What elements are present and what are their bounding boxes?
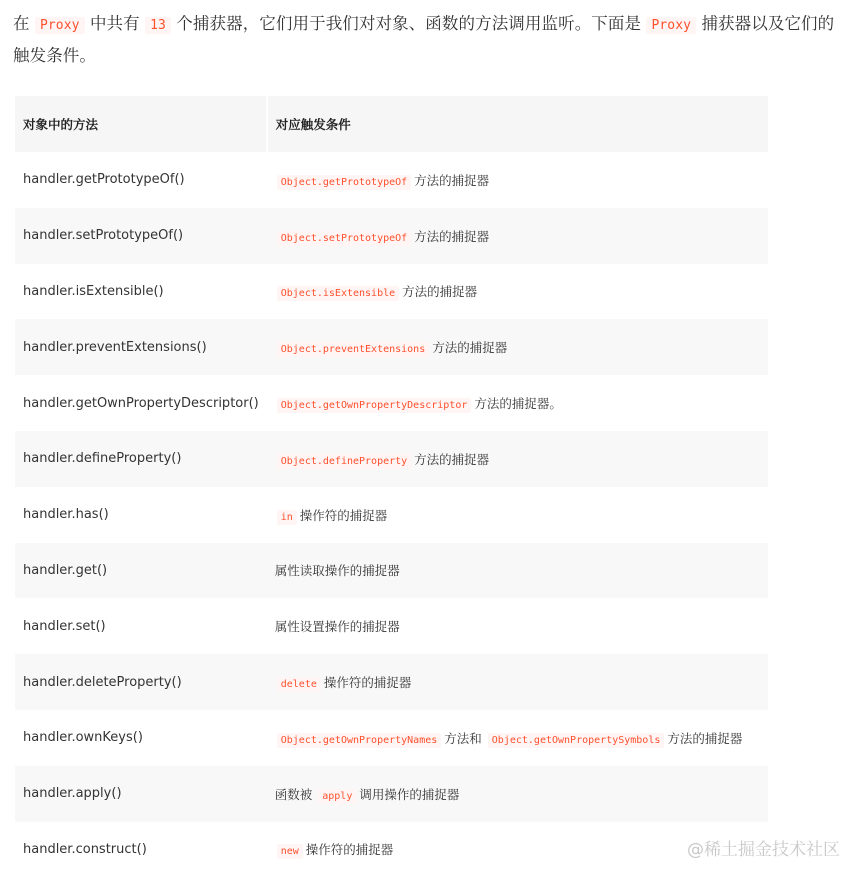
intro-text-3: 个捕获器，它们用于我们对对象、函数的方法调用监听。下面是: [170, 14, 647, 33]
trigger-text: 方法的捕捉器: [414, 228, 490, 244]
inline-code: delete: [277, 677, 321, 692]
method-cell: handler.getPrototypeOf(): [23, 172, 185, 188]
trigger-text: 方法的捕捉器: [414, 451, 490, 467]
method-cell: handler.preventExtensions(): [23, 339, 207, 355]
method-cell: handler.setPrototypeOf(): [23, 228, 184, 244]
method-cell: handler.deleteProperty(): [23, 674, 182, 690]
method-cell: handler.has(): [23, 507, 109, 523]
table-header-row: [15, 96, 768, 152]
trigger-cell: [267, 208, 768, 264]
table-row: [15, 543, 768, 599]
trigger-text: 属性设置操作的捕捉器: [274, 619, 400, 635]
intro-paragraph: [13, 9, 841, 71]
trigger-text: 方法的捕捉器: [667, 730, 743, 746]
inline-code: Object.getOwnPropertySymbols: [488, 733, 665, 748]
table-row: [15, 208, 768, 264]
inline-code: Object.preventExtensions: [277, 342, 430, 357]
method-cell: handler.isExtensible(): [23, 283, 164, 299]
trigger-cell: [267, 487, 768, 543]
inline-code-proxy-2: Proxy: [646, 17, 696, 34]
inline-code: Object.getOwnPropertyDescriptor: [277, 398, 472, 413]
proxy-traps-table: [15, 96, 768, 877]
table-row: [15, 766, 768, 822]
method-cell: handler.get(): [23, 562, 108, 578]
trigger-text: 方法和: [444, 730, 482, 746]
inline-code: Object.getPrototypeOf: [277, 175, 411, 190]
trigger-text: 方法的捕捉器。: [474, 396, 562, 412]
header-trigger: 对应触发条件: [267, 96, 768, 152]
inline-code: apply: [318, 789, 356, 804]
table-row: [15, 319, 768, 375]
trigger-cell: [267, 598, 768, 654]
intro-text-2: 中共有: [84, 14, 146, 33]
trigger-text: 属性读取操作的捕捉器: [274, 563, 400, 579]
inline-code: Object.getOwnPropertyNames: [277, 733, 442, 748]
inline-code: new: [277, 844, 303, 859]
intro-text-1: 在: [13, 14, 35, 33]
trigger-cell: [267, 654, 768, 710]
method-cell: handler.apply(): [23, 786, 122, 802]
method-cell: handler.construct(): [23, 841, 147, 857]
table-row: [15, 487, 768, 543]
trigger-cell: [267, 264, 768, 320]
inline-code: in: [277, 510, 297, 525]
table-row: [15, 598, 768, 654]
intro-text-4: 捕获器以及它们的触发条件。: [13, 14, 835, 65]
table-row: [15, 654, 768, 710]
inline-code: Object.setPrototypeOf: [277, 231, 411, 246]
method-cell: handler.set(): [23, 618, 106, 634]
header-method: 对象中的方法: [15, 96, 267, 152]
trigger-text: 调用操作的捕捉器: [359, 786, 460, 802]
inline-code-count: 13: [145, 17, 171, 34]
table-row: [15, 822, 768, 877]
trigger-text: 函数被: [274, 786, 313, 802]
method-cell: handler.getOwnPropertyDescriptor(): [23, 395, 259, 411]
trigger-text: 方法的捕捉器: [402, 284, 478, 300]
inline-code-proxy: Proxy: [35, 17, 85, 34]
table-row: [15, 264, 768, 320]
table-row: [15, 375, 768, 431]
inline-code: Object.defineProperty: [277, 454, 411, 469]
table-row: [15, 152, 768, 208]
trigger-cell: [267, 319, 768, 375]
inline-code: Object.isExtensible: [277, 286, 399, 301]
method-cell: handler.defineProperty(): [23, 451, 182, 467]
trigger-text: 操作符的捕捉器: [323, 675, 412, 691]
trigger-cell: [267, 543, 768, 599]
table-row: [15, 710, 768, 766]
trigger-cell: [267, 766, 768, 822]
watermark: @稀土掘金技术社区: [687, 840, 840, 860]
trigger-cell: [267, 431, 768, 487]
trigger-cell: [267, 375, 768, 431]
trigger-text: 方法的捕捉器: [414, 172, 490, 188]
trigger-text: 方法的捕捉器: [432, 340, 508, 356]
table-row: [15, 431, 768, 487]
method-cell: handler.ownKeys(): [23, 730, 143, 746]
trigger-text: 操作符的捕捉器: [305, 842, 394, 858]
trigger-text: 操作符的捕捉器: [299, 507, 388, 523]
table-body: [15, 152, 768, 877]
trigger-cell: [267, 710, 768, 766]
trigger-cell: [267, 152, 768, 208]
